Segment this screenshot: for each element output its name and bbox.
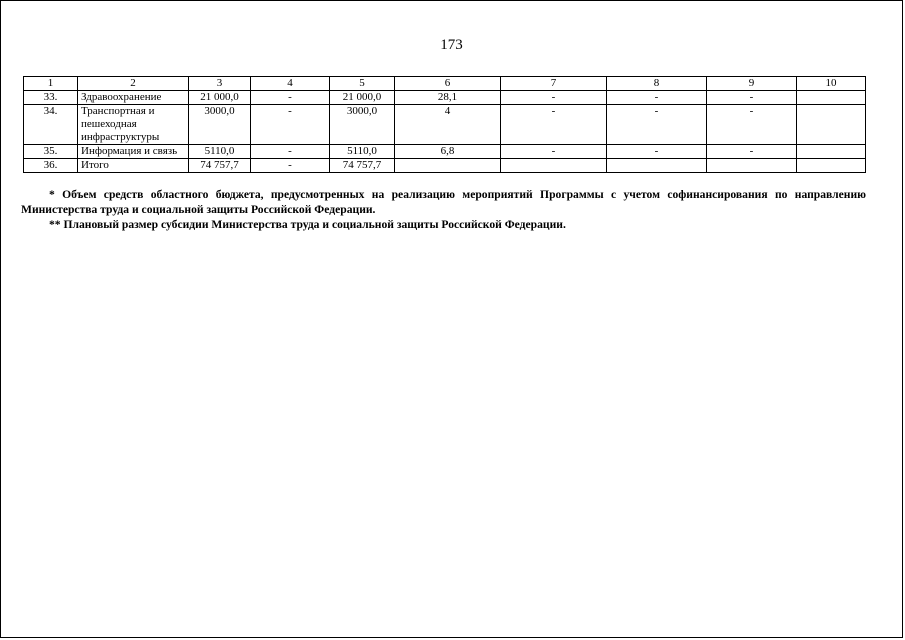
cell-col6: 4 (395, 105, 501, 145)
column-header-9: 9 (707, 77, 797, 91)
table-row (24, 91, 866, 105)
row-number: 36. (24, 159, 78, 173)
row-name: Информация и связь (78, 145, 189, 159)
cell-col7: - (501, 91, 607, 105)
row-number: 34. (24, 105, 78, 145)
column-header-2: 2 (78, 77, 189, 91)
cell-col9: - (707, 91, 797, 105)
row-number: 33. (24, 91, 78, 105)
cell-col3: 3000,0 (189, 105, 251, 145)
cell-col5: 21 000,0 (330, 91, 395, 105)
cell-col3: 74 757,7 (189, 159, 251, 173)
cell-col5: 3000,0 (330, 105, 395, 145)
cell-col9: - (707, 145, 797, 159)
column-header-6: 6 (395, 77, 501, 91)
column-header-10: 10 (797, 77, 866, 91)
cell-col6 (395, 159, 501, 173)
table-row (24, 105, 866, 145)
table-row-total (24, 159, 866, 173)
cell-col3: 21 000,0 (189, 91, 251, 105)
cell-col5: 5110,0 (330, 145, 395, 159)
cell-col4: - (251, 91, 330, 105)
cell-col10 (797, 159, 866, 173)
column-header-1: 1 (24, 77, 78, 91)
cell-col9 (707, 159, 797, 173)
cell-col3: 5110,0 (189, 145, 251, 159)
cell-col9: - (707, 105, 797, 145)
cell-col8: - (607, 91, 707, 105)
column-header-8: 8 (607, 77, 707, 91)
footnote-1: * Объем средств областного бюджета, предусмотренных на реализацию мероприятий Программы с учетом софинансирования по направлению Министерства труда и социальной защиты Российской Федерации. (21, 188, 866, 216)
row-name: Здравоохранение (78, 91, 189, 105)
cell-col6: 28,1 (395, 91, 501, 105)
column-header-4: 4 (251, 77, 330, 91)
cell-col4: - (251, 159, 330, 173)
column-header-3: 3 (189, 77, 251, 91)
table-header-row (24, 77, 866, 91)
cell-col7: - (501, 105, 607, 145)
cell-col4: - (251, 105, 330, 145)
data-table (23, 76, 866, 173)
cell-col5: 74 757,7 (330, 159, 395, 173)
cell-col4: - (251, 145, 330, 159)
cell-col8: - (607, 105, 707, 145)
row-number: 35. (24, 145, 78, 159)
cell-col7 (501, 159, 607, 173)
cell-col7: - (501, 145, 607, 159)
cell-col8: - (607, 145, 707, 159)
footnotes (21, 187, 866, 232)
column-header-7: 7 (501, 77, 607, 91)
cell-col10 (797, 105, 866, 145)
cell-col8 (607, 159, 707, 173)
table-row (24, 145, 866, 159)
cell-col10 (797, 91, 866, 105)
page-number: 173 (440, 37, 463, 53)
footnote-2: ** Плановый размер субсидии Министерства труда и социальной защиты Российской Федерации. (49, 218, 566, 231)
row-name: Транспортная и пешеходная инфраструктуры (78, 105, 189, 145)
cell-col10 (797, 145, 866, 159)
row-name: Итого (78, 159, 189, 173)
cell-col6: 6,8 (395, 145, 501, 159)
column-header-5: 5 (330, 77, 395, 91)
